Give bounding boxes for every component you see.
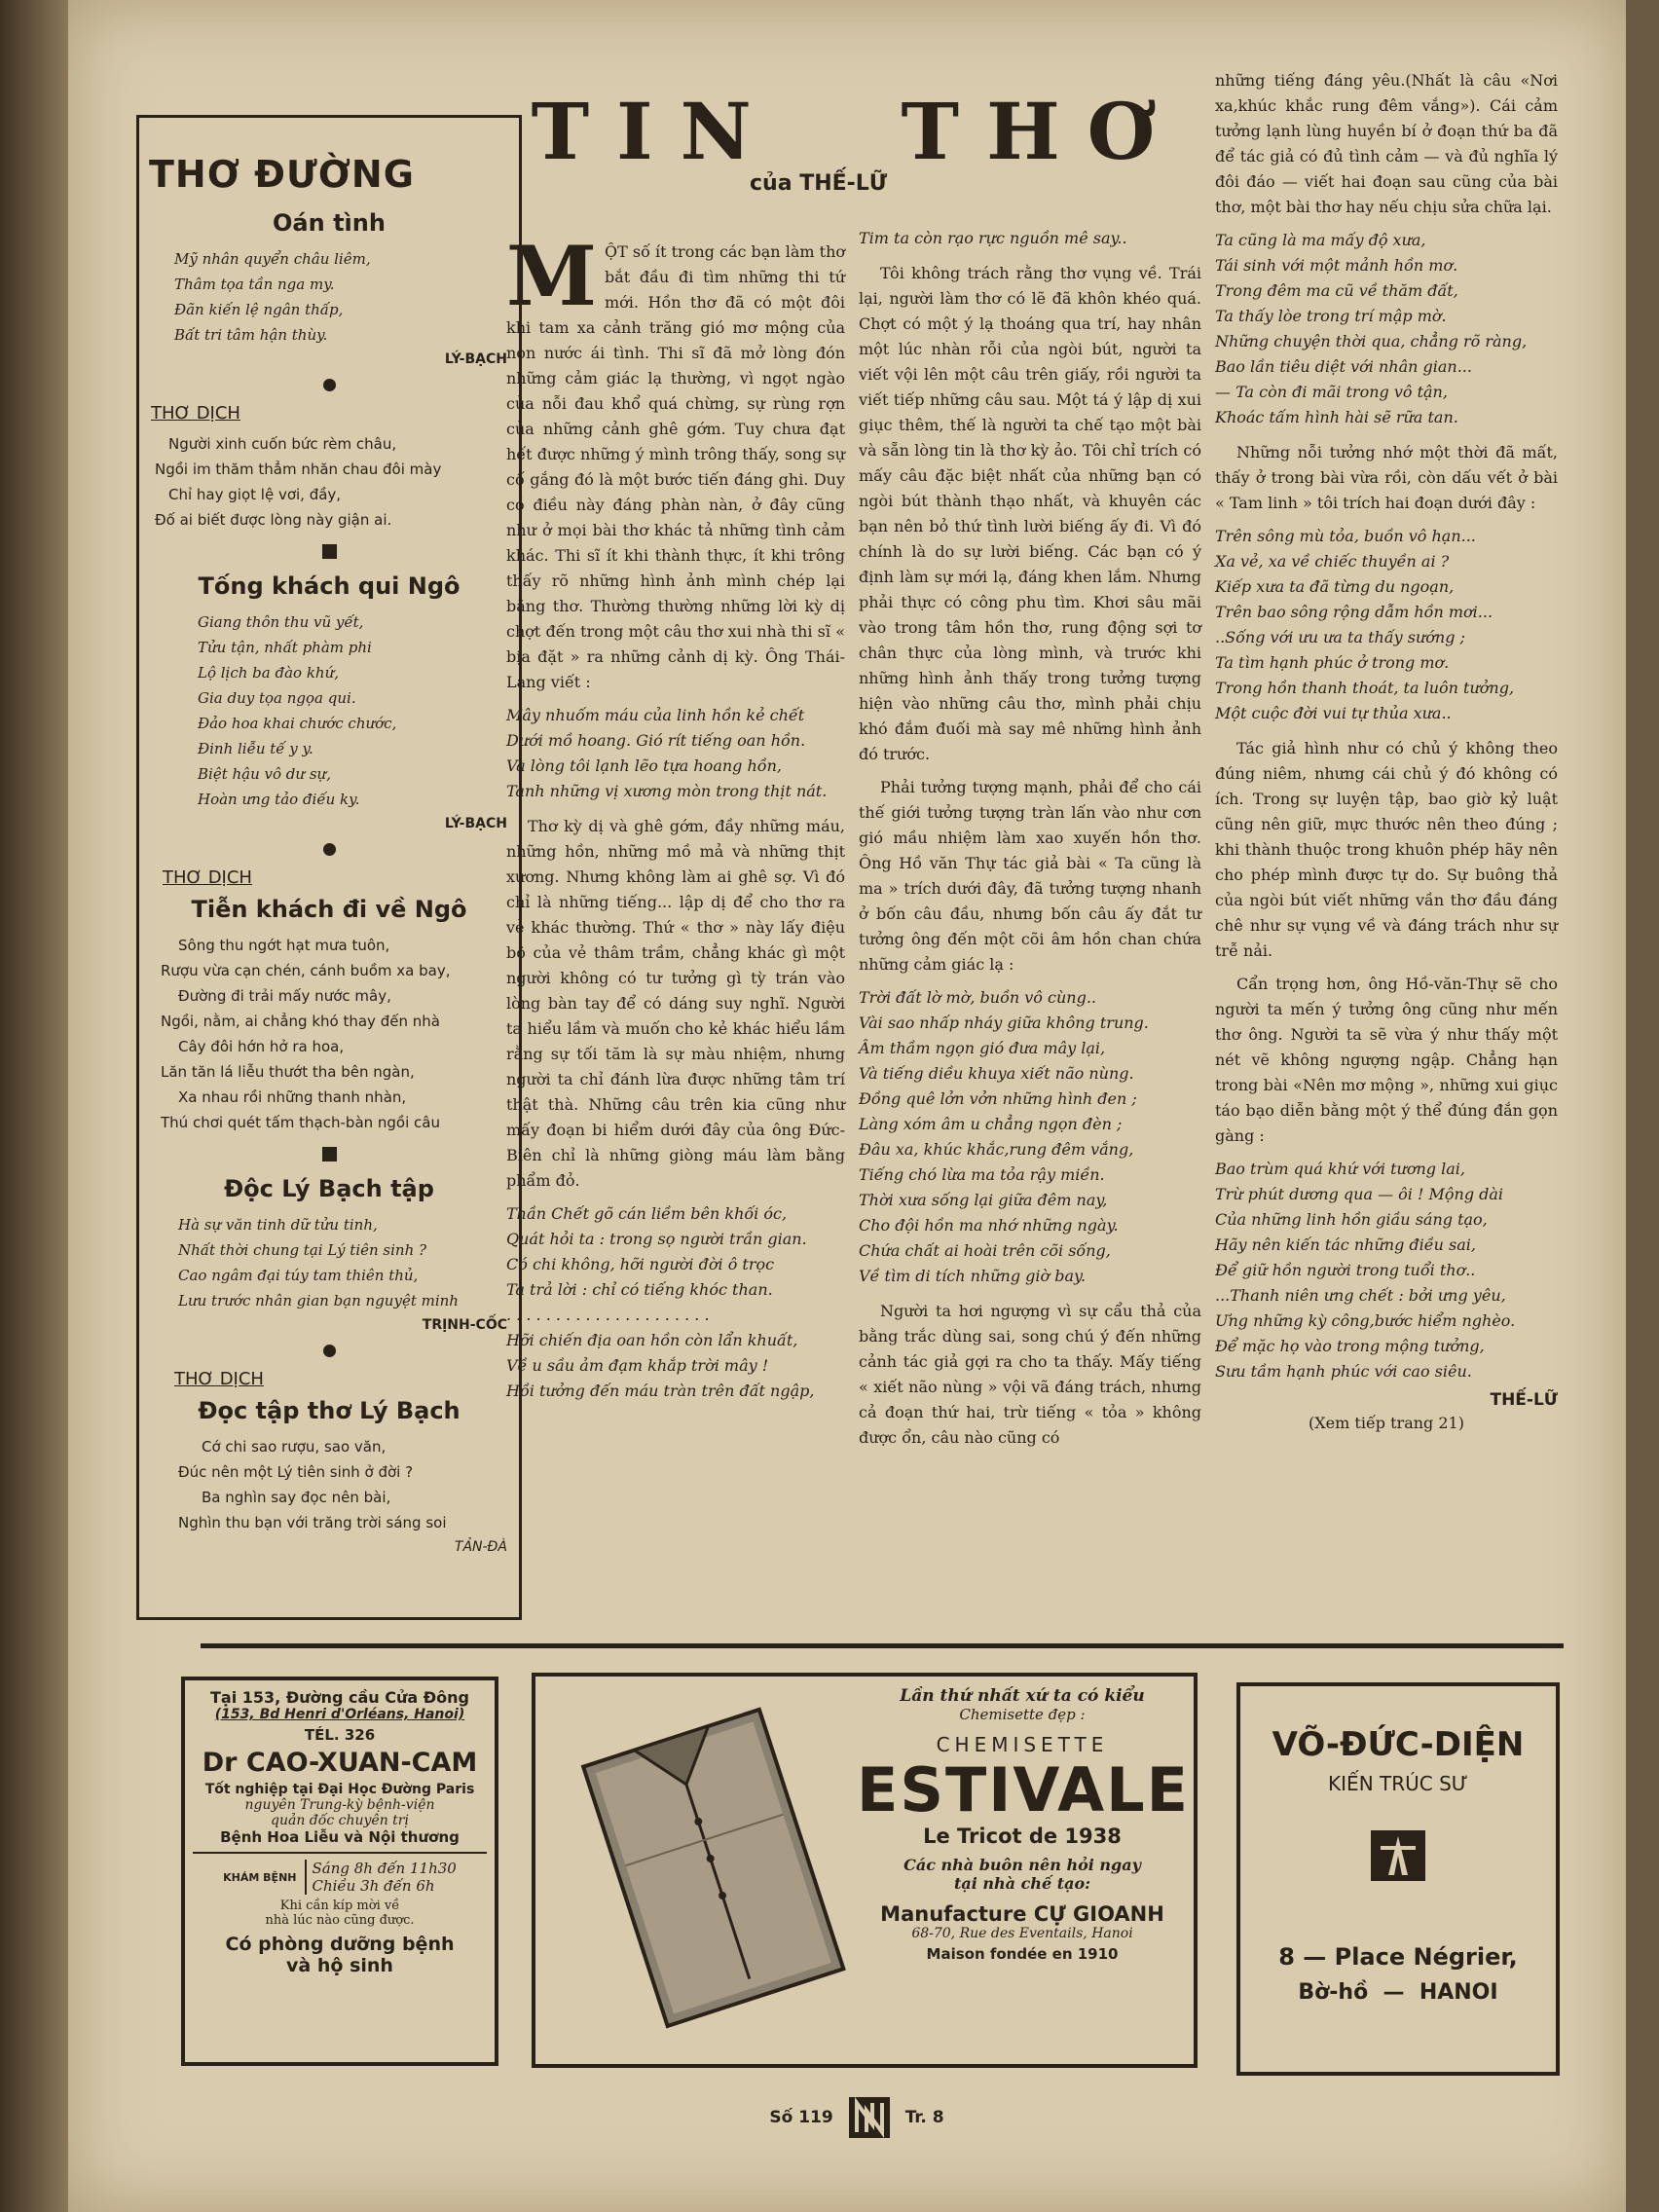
- shirt-line: Chemisette đẹp :: [959, 1706, 1086, 1723]
- hours-afternoon: Chiều 3h đến 6h: [312, 1877, 435, 1895]
- poem-line: Hà sự văn tinh dữ tửu tinh,: [178, 1216, 378, 1234]
- chemisette-ad: [532, 1673, 1198, 2068]
- poem-line: Cớ chi sao rượu, sao văn,: [202, 1438, 387, 1456]
- poem2-original: [139, 609, 519, 812]
- poem-line: Giang thôn thu vũ yết,: [198, 613, 364, 631]
- poem-line: Thâm tọa tần nga my.: [174, 276, 335, 293]
- ads-divider: [201, 1643, 1564, 1648]
- paragraph: Người ta hơi ngượng vì sự cẩu thả của bằng trắc dùng sai, song chú ý đến những cảnh tác giả gợi ra cho ta thấy. Mấy tiếng « xiết não nùng » vội vã đáng trách, nhưng cả đoạn thứ hai, trừ tiếng « tỏa » không được ổn, câu nào cũng có: [859, 1302, 1201, 1447]
- poem-line: Ngồi im thăm thẳm nhăn chau đôi mày: [155, 461, 442, 478]
- verse-line: Vài sao nhấp nháy giữa không trung.: [859, 1014, 1149, 1032]
- poem3-translation-title: Đọc tập thơ Lý Bạch: [198, 1397, 461, 1424]
- poem-line: Bất tri tâm hận thùy.: [174, 326, 328, 344]
- verse-line: Ta thấy lòe trong trí mập mờ.: [1215, 307, 1447, 325]
- doctor-line: Bệnh Hoa Liễu và Nội thương: [220, 1828, 460, 1846]
- doctor-ad: [181, 1677, 498, 2066]
- verse-line: Trừ phút dương qua — ôi ! Mộng dài: [1215, 1185, 1504, 1203]
- paragraph: Thơ kỳ dị và ghê gớm, đầy những máu, những hồn, những mồ mả và những thịt xương. Nhưng không làm ai ghê sợ. Vì đó chỉ là những tiếng... lập dị để cho thơ ra vẻ khác thường. Thứ « thơ » này lấy điệu bộ của vẻ thâm trầm, chẳng khác gì một người không có tư tưởng gì tỳ trán vào lòng bàn tay để có dáng suy nghĩ. Người ta hiểu lầm và muốn cho kẻ khác hiểu lầm rằng sự tối tăm là sự màu nhiệm, nhưng người ta chỉ đánh lừa được những tâm trí thật thà. Những câu trên kia cũng như mấy đoạn bi hiểm dưới đây của ông Đức-Biên chỉ là những giòng máu làm bằng phẩm đỏ.: [506, 817, 845, 1190]
- tricot-line: Le Tricot de 1938: [923, 1825, 1122, 1848]
- bullet-dot-icon: [323, 1345, 336, 1357]
- poem1-title: Oán tình: [273, 209, 386, 237]
- article-column-2: [859, 226, 1201, 1458]
- verse-line: Xa vẻ, xa về chiếc thuyền ai ?: [1215, 552, 1450, 571]
- page-edge-shadow: [0, 0, 68, 2212]
- issue-number: Số 119: [769, 2108, 833, 2127]
- verse-line: Làng xóm âm u chẳng ngọn đèn ;: [859, 1115, 1123, 1133]
- poem3-title: Độc Lý Bạch tập: [224, 1175, 434, 1202]
- manufacturer-address: 68-70, Rue des Eventails, Hanoi: [911, 1926, 1133, 1941]
- paragraph: Tác giả hình như có chủ ý không theo đúng niêm, nhưng cái chủ ý đó không có ích. Trong sự luyện tập, bao giờ kỷ luật cũng nên giữ, mực thước nên theo đúng ; khi thành thuộc trong khuôn phép hãy nên cho phép mình được tự do. Sự buông thả của ngòi bút viết những vần thơ đầu đáng chê như sự vụng về và đáng trách như sự trễ nải.: [1215, 739, 1558, 960]
- verse-line: Trên sông mù tỏa, buồn vô hạn...: [1215, 527, 1476, 545]
- poem3-translation-label: THƠ DỊCH: [174, 1369, 264, 1389]
- verse-line: Ta trả lời : chỉ có tiếng khóc than.: [506, 1280, 773, 1299]
- shirt-line: tại nhà chế tạo:: [953, 1874, 1091, 1893]
- verse-line: . . . . . . . . . . . . . . . . . . . . .: [506, 1306, 710, 1324]
- maison-fondee: Maison fondée en 1910: [926, 1945, 1119, 1963]
- poem-line: Lộ lịch ba đào khứ,: [198, 664, 340, 682]
- verse-line: Về u sầu ảm đạm khắp trời mây !: [506, 1356, 769, 1375]
- bullet-square-icon: [322, 1147, 337, 1161]
- verse-line: Khoác tấm hình hài sẽ rữa tan.: [1215, 408, 1458, 426]
- poem-line: Đúc nên một Lý tiên sinh ở đời ?: [178, 1463, 414, 1481]
- verse-line: Tanh những vị xương mòn trong thịt nát.: [506, 782, 828, 800]
- poem1-author: LÝ-BẠCH: [444, 351, 507, 367]
- poem-line: Gia duy tọa ngọa qui.: [198, 689, 356, 707]
- paragraph: ỘT số ít trong các bạn làm thơ bắt đầu đi tìm những thi tứ mới. Hồn thơ đã có một đôi khi tam xa cảnh trăng gió mơ mộng của non nước ái tình. Thi sĩ đã mở lòng đón những cảm giác lạ thường, vì ngọt ngào của nỗi đau khổ quá chừng, sự rùng rợn của những cảnh ghê gớm. Tuy chưa đạt hết được những ý mình trông thấy, song sự cố gắng đó là một bước tiến đáng ghi. Duy có điều này đáng phàn nàn, ở đây cũng như ở mọi bài thơ khác tả những tình cảm khác. Thi sĩ ít khi thành thực, ít khi trông thấy rõ những hình ảnh mình chép lại bằng thơ. Thường thường những lời kỳ dị chợt đến trong một câu thơ xui nhà thi sĩ « bịa đặt » ra những cảnh dị kỳ. Ông Thái-Lang viết :: [506, 242, 845, 691]
- poem-line: Người xinh cuốn bức rèm châu,: [168, 435, 397, 453]
- article-title: TIN THƠ: [531, 86, 1183, 177]
- doctor-name: Dr CAO-XUAN-CAM: [202, 1748, 478, 1778]
- verse-line: Trong hồn thanh thoát, ta luôn tưởng,: [1215, 679, 1515, 697]
- poem2-translation-title: Tiễn khách đi về Ngô: [191, 896, 467, 923]
- poem2-translation: [139, 933, 519, 1135]
- page-footer: [730, 2093, 983, 2142]
- verse-line: Bao lần tiêu diệt với nhân gian...: [1215, 357, 1472, 376]
- verse-line: Ưng những kỳ công,bước hiểm nghèo.: [1215, 1311, 1516, 1330]
- poem-line: Xa nhau rồi những thanh nhàn,: [178, 1088, 407, 1106]
- verse-line: Tái sinh với một mảnh hồn mơ.: [1215, 256, 1458, 275]
- doctor-divider: [193, 1852, 487, 1854]
- architect-address: 8 — Place Négrier,: [1278, 1943, 1518, 1971]
- poem2-author: LÝ-BẠCH: [444, 816, 507, 831]
- doctor-line: Có phòng dưỡng bệnh: [225, 1934, 455, 1955]
- poem-line: Sông thu ngớt hạt mưa tuôn,: [178, 937, 390, 954]
- verse-line: Và lòng tôi lạnh lẽo tựa hoang hồn,: [506, 756, 782, 775]
- page-number: Tr. 8: [904, 2108, 944, 2127]
- verse-line: Kiếp xưa ta đã từng du ngoạn,: [1215, 577, 1455, 596]
- poem-line: Lưu trước nhân gian bạn nguyệt minh: [178, 1292, 459, 1309]
- bullet-dot-icon: [323, 379, 336, 391]
- verse-line: Hỡi chiến địa oan hồn còn lẩn khuất,: [506, 1331, 798, 1349]
- verse-line: Thời xưa sống lại giữa đêm nay,: [859, 1191, 1108, 1209]
- poem-line: Nghìn thu bạn với trăng trời sáng soi: [178, 1514, 447, 1531]
- ngay-nay-logo-icon: [847, 2095, 892, 2140]
- verse-line: Quát hỏi ta : trong sọ người trần gian.: [506, 1230, 807, 1248]
- shirt-illustration-icon: [563, 1694, 855, 2045]
- verse-line: Trên bao sông rộng dẫm hồn mơi...: [1215, 603, 1493, 621]
- doctor-line: nhà lúc nào cũng được.: [265, 1913, 415, 1928]
- poem1-original: [139, 246, 519, 348]
- doctor-tel: TÉL. 326: [304, 1726, 376, 1744]
- paragraph: Cẩn trọng hơn, ông Hồ-văn-Thự sẽ cho người ta mến ý tưởng ông cũng như mến thơ ông. Người ta sẽ vừa ý như thấy một nét vẽ không ngượng ngập. Chẳng hạn trong bài «Nên mơ mộng », những xui giục táo bạo diễn bằng một ý thể đúng đắn gọn gàng :: [1215, 975, 1558, 1145]
- poem-line: Ba nghìn say đọc nên bài,: [202, 1489, 391, 1506]
- verse-line: Và tiếng diều khuya xiết não nùng.: [859, 1064, 1134, 1083]
- poem2-translation-label: THƠ DỊCH: [163, 867, 252, 888]
- doctor-line: và hộ sinh: [286, 1955, 393, 1976]
- verse-line: Những chuyện thời qua, chẳng rõ ràng,: [1215, 332, 1528, 350]
- poem-line: Đường đi trải mấy nước mây,: [178, 987, 391, 1005]
- doctor-hours: [185, 1860, 495, 1895]
- doctor-line: nguyên Trung-kỳ bệnh-viện: [244, 1797, 435, 1813]
- dropcap: M: [506, 228, 597, 324]
- poem-line: Đãn kiến lệ ngân thấp,: [174, 301, 344, 318]
- verse-line: Ta tìm hạnh phúc ở trong mơ.: [1215, 653, 1450, 672]
- hours-morning: Sáng 8h đến 11h30: [312, 1860, 457, 1877]
- article-byline: của THẾ-LỮ: [750, 171, 888, 196]
- doctor-line: Khi cần kíp mời về: [279, 1899, 400, 1913]
- continued-note: (Xem tiếp trang 21): [1309, 1414, 1464, 1432]
- article-column-3: [1215, 68, 1558, 1432]
- poem-line: Tửu tận, nhất phàm phi: [198, 639, 372, 656]
- paragraph: những tiếng đáng yêu.(Nhất là câu «Nơi xa,khúc khắc rung đêm vắng»). Cái cảm tưởng lạnh lùng huyền bí ở đoạn thứ ba đã để tác giả có đủ tình cảm — và đủ nghĩa lý đôi đáo — viết hai đoạn sau cũng của bài thơ, một bài thơ hay nếu chịu sửa chữa lại.: [1215, 71, 1558, 216]
- shirt-ad-text: [857, 1686, 1188, 1963]
- architect-ad: [1236, 1682, 1560, 2076]
- verse-line: Trong đêm ma cũ về thăm đất,: [1215, 281, 1458, 300]
- paragraph: Phải tưởng tượng mạnh, phải để cho cái thế giới tưởng tượng tràn lấn vào như cơn gió mầu nhiệm làm xao xuyến hồn thơ. Ông Hồ văn Thự tác giả bài « Ta cũng là ma » trích dưới đây, đã tưởng tượng nhanh ở bốn câu đầu, nhưng bốn câu ấy đắt tư tưởng ông đến một cõi âm hồn chan chứa những cảm giác lạ :: [859, 778, 1201, 974]
- poem-line: Nhất thời chung tại Lý tiên sinh ?: [178, 1241, 427, 1259]
- verse-line: Thần Chết gõ cán liềm bên khối óc,: [506, 1204, 788, 1223]
- verse-line: Mây nhuốm máu của linh hồn kẻ chết: [506, 706, 805, 724]
- verse-line: Để mặc họ vào trong mộng tưởng,: [1215, 1337, 1485, 1355]
- architect-title: KIẾN TRÚC SƯ: [1328, 1772, 1468, 1795]
- verse-line: Có chi không, hỡi người đời ô trọc: [506, 1255, 775, 1273]
- verse-line: Chứa chất ai hoài trên cõi sống,: [859, 1241, 1111, 1260]
- shirt-line: Lần thứ nhất xứ ta có kiểu: [900, 1686, 1145, 1706]
- verse-line: Sưu tầm hạnh phúc với cao siêu.: [1215, 1362, 1472, 1381]
- brand-chemisette: CHEMISETTE: [936, 1733, 1109, 1756]
- poem-line: Rượu vừa cạn chén, cánh buồm xa bay,: [161, 962, 451, 979]
- verse-line: Tim ta còn rạo rực nguồn mê say..: [859, 229, 1127, 247]
- poem3-original: [139, 1212, 519, 1313]
- poem-line: Chỉ hay giọt lệ vơi, đầy,: [168, 486, 342, 503]
- doctor-line: quản đốc chuyên trị: [271, 1813, 409, 1828]
- article-author: THẾ-LỮ: [1490, 1390, 1558, 1410]
- doctor-address-fr: (153, Bd Henri d'Orléans, Hanoi): [214, 1707, 465, 1722]
- verse-line: Tiếng chó lừa ma tỏa rậy miền.: [859, 1165, 1105, 1184]
- verse-line: Hãy nên kiến tác những điều sai,: [1215, 1235, 1476, 1254]
- poem-line: Ngồi, nằm, ai chẳng khó thay đến nhà: [161, 1013, 440, 1030]
- poem2-title: Tống khách qui Ngô: [198, 572, 461, 600]
- poem-line: Lăn tăn lá liễu thướt tha bên ngàn,: [161, 1063, 415, 1081]
- article-column-1: [506, 228, 845, 1404]
- verse-line: ...Thanh niên ưng chết : bởi ưng yêu,: [1215, 1286, 1506, 1305]
- verse-line: Ta cũng là ma mấy độ xưa,: [1215, 231, 1426, 249]
- verse-line: Của những linh hồn giầu sáng tạo,: [1215, 1210, 1488, 1229]
- bullet-dot-icon: [323, 843, 336, 856]
- verse-line: Âm thầm ngọn gió đưa mây lại,: [859, 1039, 1106, 1057]
- tho-duong-sidebar: [136, 115, 522, 1620]
- poem3-author: TRỊNH-CỐC: [422, 1317, 507, 1333]
- poem3-translation: [139, 1434, 519, 1535]
- verse-line: ..Sống với ưu ưa ta thấy sướng ;: [1215, 628, 1465, 646]
- architect-name: VÕ-ĐỨC-DIỆN: [1272, 1725, 1525, 1764]
- verse-line: Một cuộc đời vui tự thủa xưa..: [1215, 704, 1452, 722]
- poem1-translation-label: THƠ DỊCH: [151, 403, 240, 424]
- poem-line: Đố ai biết được lòng này giận ai.: [155, 511, 392, 529]
- poem-line: Cây đôi hớn hở ra hoa,: [178, 1038, 345, 1055]
- doctor-address: Tại 153, Đường cầu Cửa Đông: [210, 1688, 469, 1707]
- verse-line: Bao trùm quá khứ với tương lai,: [1215, 1160, 1465, 1178]
- poem-line: Hoàn ưng tảo điếu ky.: [198, 791, 360, 808]
- verse-line: Dưới mồ hoang. Gió rít tiếng oan hồn.: [506, 731, 806, 750]
- poem3-translation-author: TẢN-ĐÀ: [454, 1539, 507, 1555]
- poem-line: Thú chơi quét tấm thạch-bàn ngồi câu: [161, 1114, 440, 1131]
- sidebar-title: THƠ ĐƯỜNG: [149, 153, 415, 196]
- verse-line: Đâu xa, khúc khắc,rung đêm vắng,: [859, 1140, 1134, 1159]
- doctor-line: Tốt nghiệp tại Đại Học Đường Paris: [204, 1782, 475, 1797]
- bullet-square-icon: [322, 544, 337, 559]
- verse-line: Cho đội hồn ma nhớ những ngày.: [859, 1216, 1119, 1235]
- poem-line: Mỹ nhân quyển châu liêm,: [174, 250, 371, 268]
- brand-estivale: ESTIVALE: [857, 1754, 1190, 1825]
- poem-line: Biệt hậu vô dư sự,: [198, 765, 331, 783]
- verse-line: Về tìm di tích những giờ bay.: [859, 1267, 1087, 1285]
- poem1-translation: [139, 431, 519, 533]
- compass-emblem-icon: [1369, 1828, 1427, 1883]
- hours-label: KHÁM BỆNH: [223, 1870, 297, 1884]
- manufacturer: Manufacture CỰ GIOANH: [880, 1902, 1164, 1926]
- verse-line: — Ta còn đi mãi trong vô tận,: [1215, 383, 1448, 401]
- paragraph: Tôi không trách rằng thơ vụng về. Trái lại, người làm thơ có lẽ đã khôn khéo quá. Chợt có một ý lạ thoáng qua trí, hay nhân một lúc nhàn rỗi của ngòi bút, người ta viết vội lên một câu trên giấy, rồi người ta viết tiếp những câu sau. Một tá ý lập dị xui giục thêm, thế là người ta chế tạo một bài và sẵn lòng tin là thơ kỳ ảo. Tôi chỉ trích có mấy câu đặc biệt nhất của những bạn có ngòi bút thành thạo nhất, và khuyên các bạn nên bỏ thứ tình lười biếng ấy đi. Vì đó chính là do sự lười biếng. Các bạn có ý định làm sự mới lạ, đáng khen lắm. Nhưng phải thực có công phu tìm. Khơi sâu mãi vào trong tâm hồn thơ, rung động sợi tơ chân thực của lòng mình, và trước khi những hình ảnh thấy trong tưởng tượng hiện vào những câu thơ, mình phải chịu khó đắm đuối mà say mê những hình ảnh đó trước.: [859, 264, 1201, 763]
- poem-line: Đinh liễu tế y y.: [198, 740, 313, 757]
- verse-line: Đồng quê lởn vởn những hình đen ;: [859, 1089, 1137, 1108]
- poem-line: Cao ngâm đại túy tam thiên thủ,: [178, 1267, 419, 1284]
- shirt-line: Các nhà buôn nên hỏi ngay: [903, 1856, 1141, 1874]
- poem-line: Đảo hoa khai chước chước,: [198, 715, 397, 732]
- architect-address: Bờ-hồ — HANOI: [1298, 1980, 1498, 2005]
- verse-line: Hồi tưởng đến máu tràn trên đất ngập,: [506, 1382, 815, 1400]
- paragraph: Những nỗi tưởng nhớ một thời đã mất, thấy ở trong bài vừa rồi, còn dấu vết ở bài « Tam linh » tôi trích hai đoạn dưới đây :: [1215, 443, 1558, 512]
- verse-line: Trời đất lờ mờ, buồn vô cùng..: [859, 988, 1096, 1007]
- verse-line: Để giữ hồn người trong tuổi thơ..: [1215, 1261, 1476, 1279]
- hours-list: [305, 1860, 457, 1895]
